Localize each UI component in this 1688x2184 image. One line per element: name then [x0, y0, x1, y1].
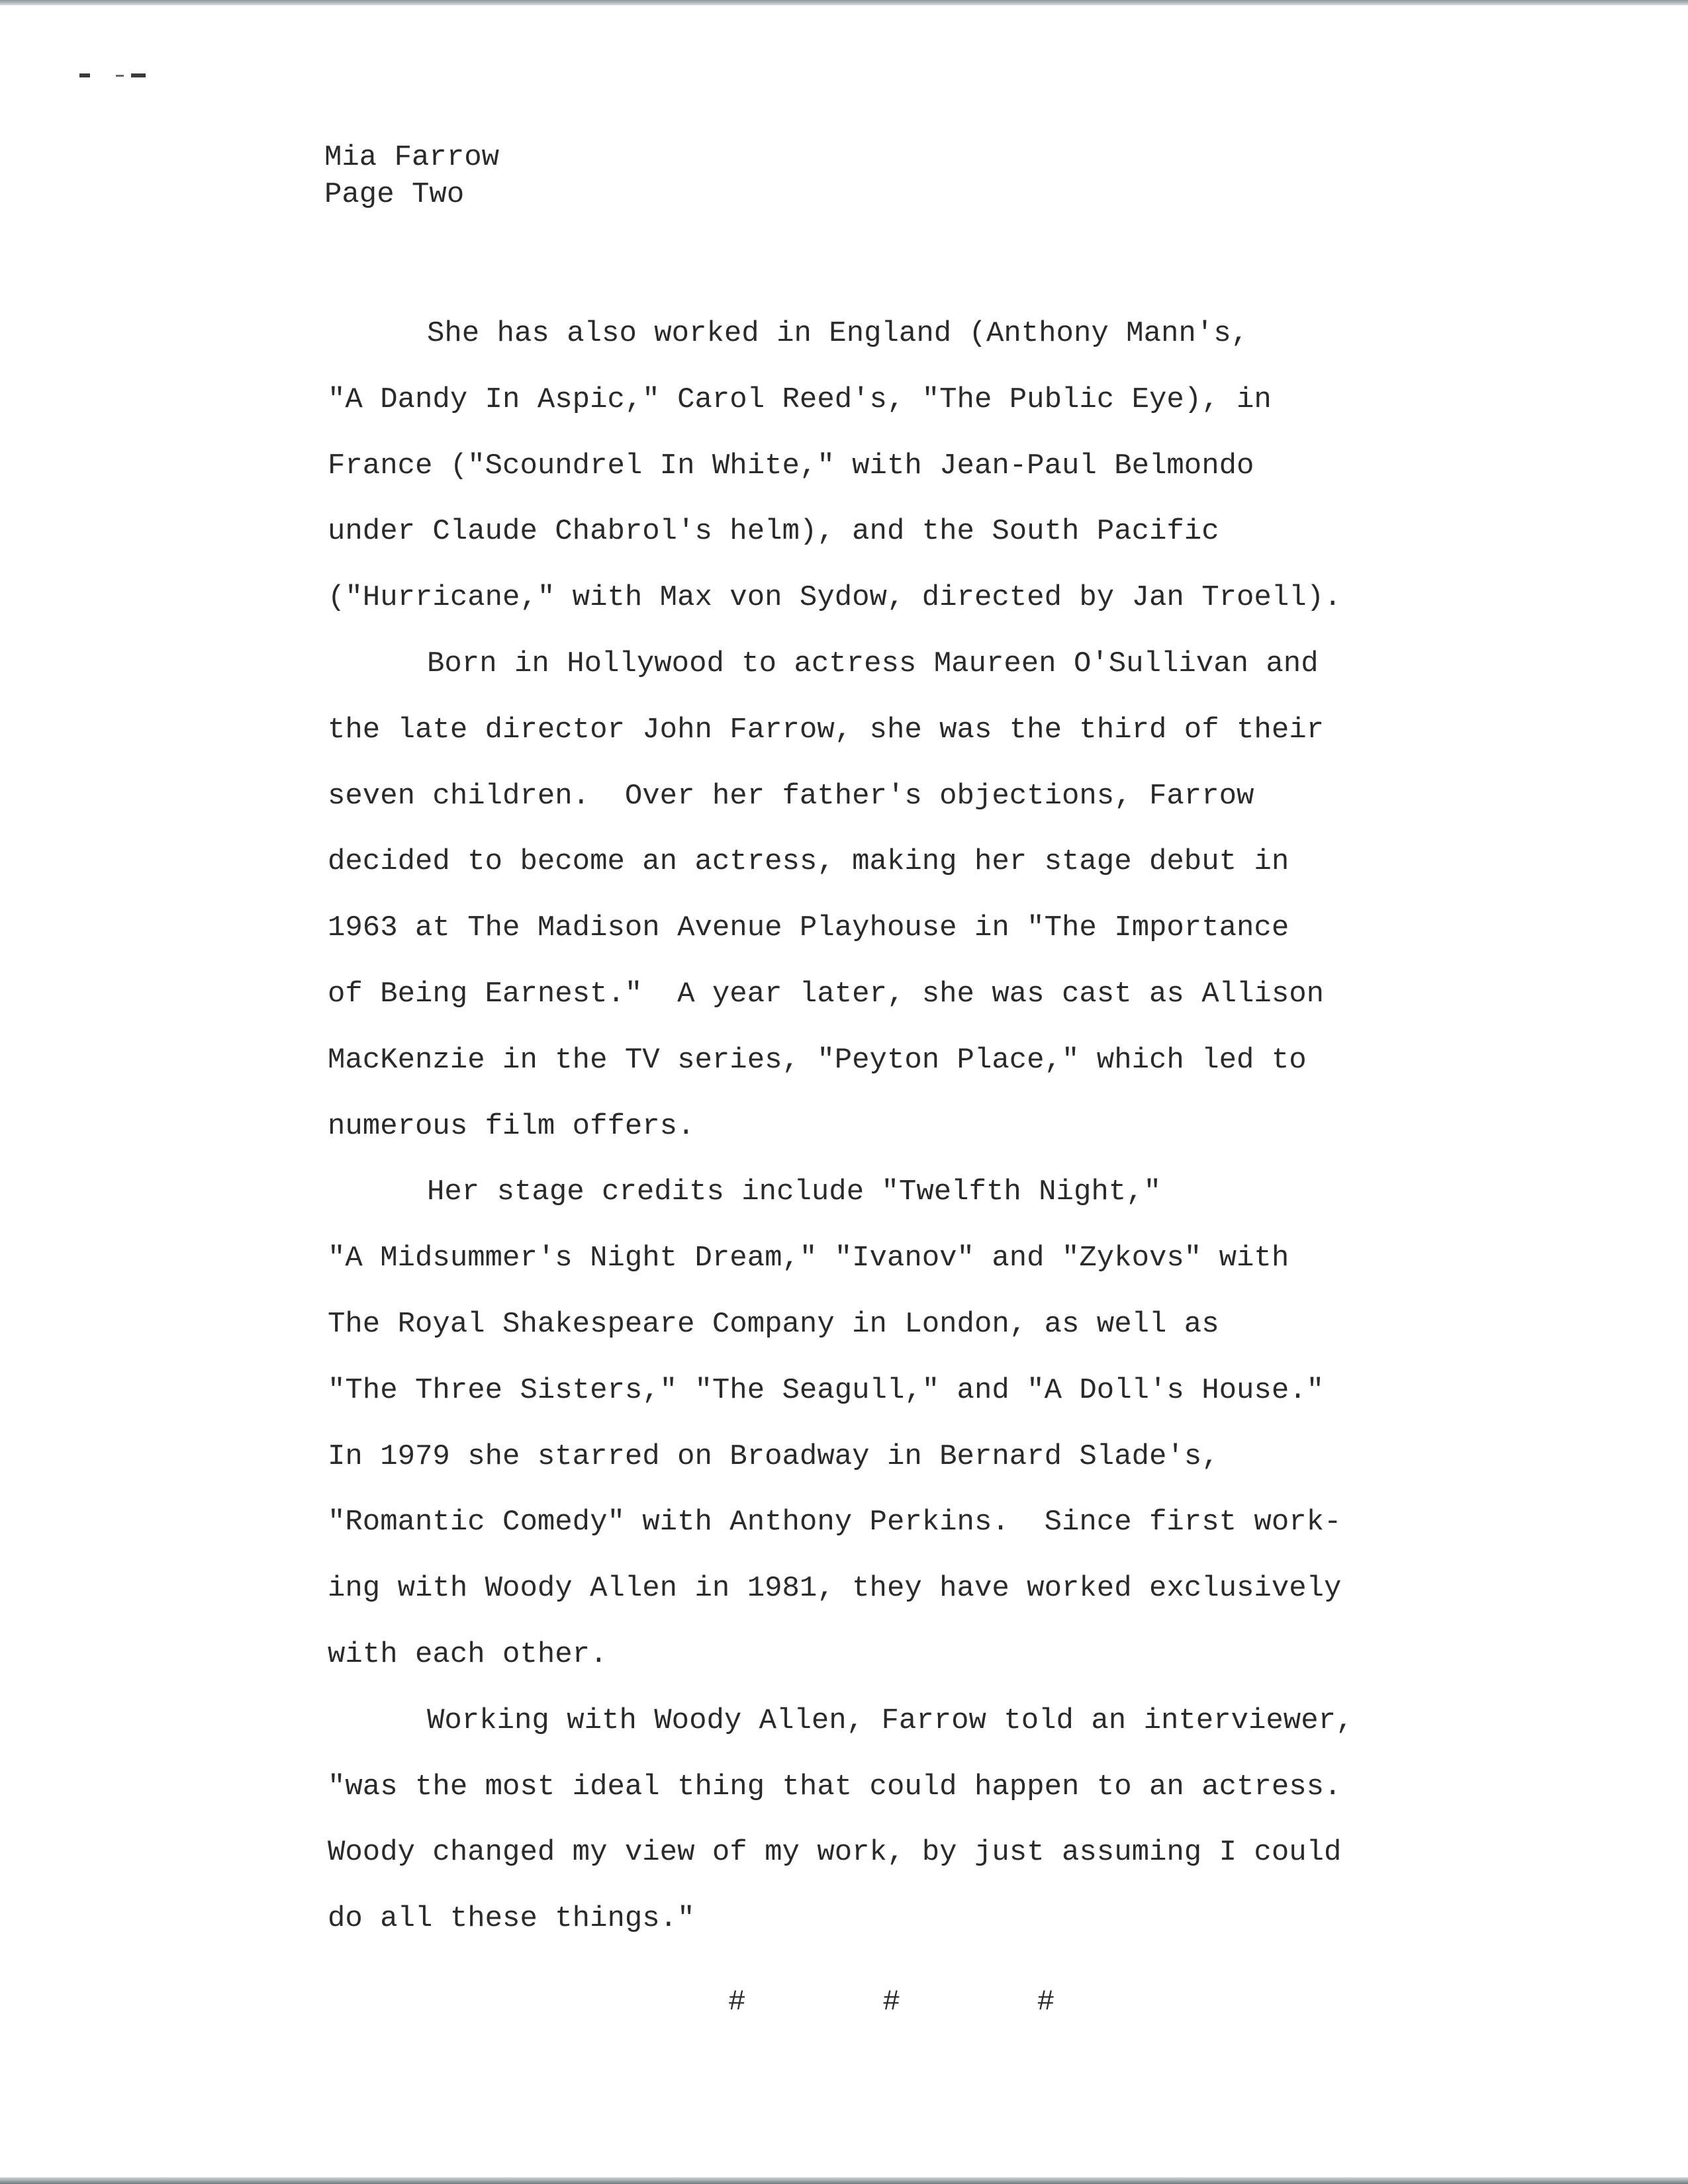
scan-edge-bottom: [0, 2177, 1688, 2184]
text-line: ing with Woody Allen in 1981, they have worked exclusively: [328, 1572, 1342, 1606]
text-line: "was the most ideal thing that could happen to an actress.: [328, 1770, 1342, 1803]
text-line: Born in Hollywood to actress Maureen O'Sullivan and: [427, 647, 1319, 680]
scan-edge-top: [0, 0, 1688, 5]
end-marks: [728, 1985, 1192, 2019]
text-line: Woody changed my view of my work, by just assuming I could: [328, 1836, 1342, 1870]
text-line: under Claude Chabrol's helm), and the South Pacific: [328, 515, 1219, 549]
text-line: "A Midsummer's Night Dream," "Ivanov" and "Zykovs" with: [328, 1242, 1289, 1275]
text-line: She has also worked in England (Anthony Mann's,: [427, 317, 1249, 350]
header-name: Mia Farrow: [324, 141, 500, 174]
text-line: "Romantic Comedy" with Anthony Perkins. Since first work-: [328, 1506, 1342, 1539]
text-line: numerous film offers.: [328, 1109, 695, 1143]
page-header: [324, 139, 499, 213]
text-line: seven children. Over her father's objections, Farrow: [328, 779, 1254, 813]
text-line: "The Three Sisters," "The Seagull," and "A Doll's House.": [328, 1373, 1325, 1407]
text-line: "A Dandy In Aspic," Carol Reed's, "The Public Eye), in: [328, 383, 1272, 416]
text-line: of Being Earnest." A year later, she was cast as Allison: [328, 977, 1325, 1011]
end-mark: #: [882, 1985, 900, 2019]
text-line: In 1979 she starred on Broadway in Bernard Slade's,: [328, 1439, 1219, 1473]
end-mark: #: [728, 1985, 746, 2019]
text-line: decided to become an actress, making her stage debut in: [328, 845, 1289, 879]
text-line: do all these things.": [328, 1902, 695, 1936]
text-line: The Royal Shakespeare Company in London, as well as: [328, 1307, 1219, 1341]
text-line: 1963 at The Madison Avenue Playhouse in "The Importance: [328, 911, 1289, 945]
text-line: the late director John Farrow, she was the third of their: [328, 713, 1325, 747]
text-line: MacKenzie in the TV series, "Peyton Place," which led to: [328, 1043, 1307, 1077]
text-line: Her stage credits include "Twelfth Night,": [427, 1175, 1161, 1209]
body-text: [328, 301, 1585, 1952]
text-line: with each other.: [328, 1637, 608, 1671]
scan-corner-mark: [79, 71, 172, 79]
end-mark: #: [1037, 1985, 1055, 2019]
header-page-number: Page Two: [324, 178, 465, 211]
text-line: Working with Woody Allen, Farrow told an interviewer,: [427, 1704, 1354, 1737]
text-line: France ("Scoundrel In White," with Jean-Paul Belmondo: [328, 449, 1254, 482]
text-line: ("Hurricane," with Max von Sydow, directed by Jan Troell).: [328, 581, 1342, 615]
